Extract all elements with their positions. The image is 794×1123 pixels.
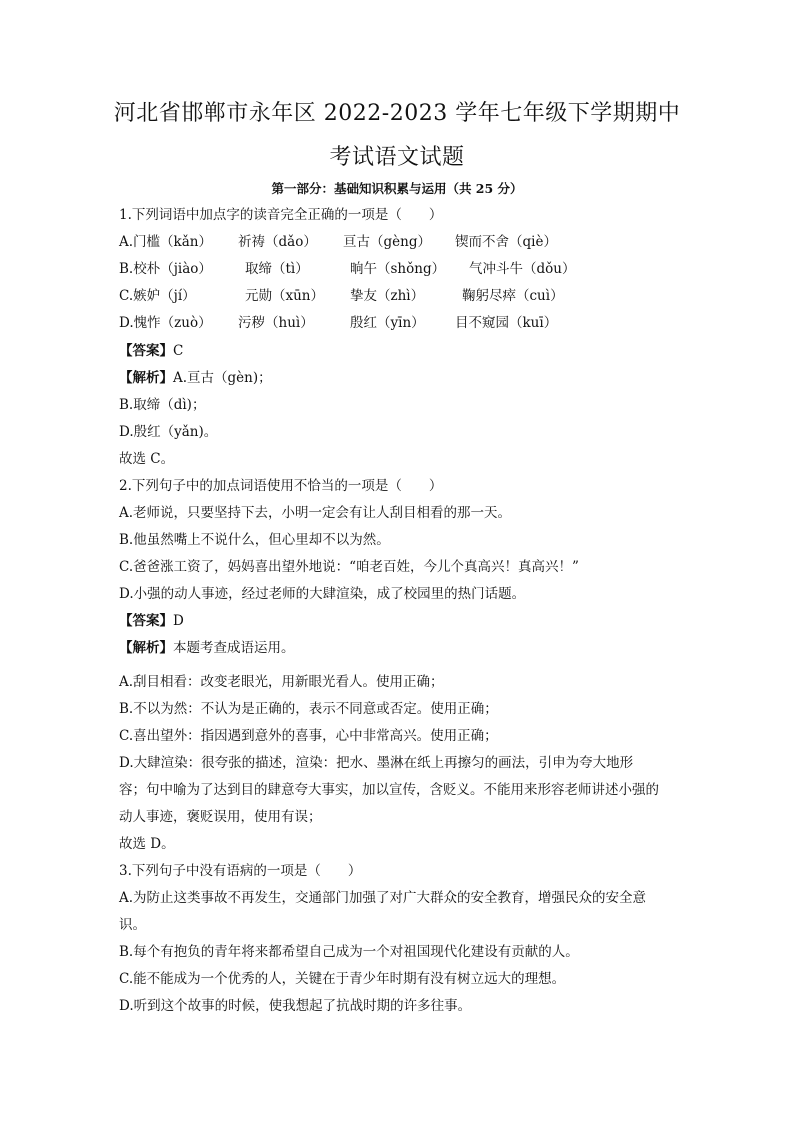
q2-analysis-line-1: 本题考查成语运用。 xyxy=(173,640,295,656)
q1-conclusion: 故选 C。 xyxy=(119,451,175,467)
q2-option-a: A.老师说，只要坚持下去，小明一定会有让人刮目相看的那一天。 xyxy=(119,505,512,521)
q1-option-b-word-1: B.校朴（jiào） xyxy=(119,261,212,277)
question-1-stem: 1.下列词语中加点字的读音完全正确的一项是（ ） xyxy=(119,207,443,223)
q1-option-c-word-2: 元勋（xūn） xyxy=(245,288,325,304)
q1-option-d-word-1: D.愧怍（zuò） xyxy=(119,315,212,331)
document-title-line-2: 考试语文试题 xyxy=(329,145,465,170)
q1-option-c-word-4: 鞠躬尽瘁（cuì） xyxy=(462,288,564,304)
q1-option-d-word-2: 污秽（huì） xyxy=(238,315,314,331)
q3-option-b: B.每个有抱负的青年将来都希望自己成为一个对祖国现代化建设有贡献的人。 xyxy=(119,944,579,960)
q1-answer-value: C xyxy=(173,343,184,359)
q2-option-d: D.小强的动人事迹，经过老师的大肆渲染，成了校园里的热门话题。 xyxy=(119,586,526,602)
q1-analysis-line-3: D.殷红（yǎn)。 xyxy=(119,424,218,440)
q1-option-d-word-3: 殷红（yīn） xyxy=(350,315,425,331)
q2-conclusion: 故选 D。 xyxy=(119,836,175,852)
analysis-tag: 【解析】 xyxy=(119,370,173,386)
q1-option-b-word-2: 取缔（tì） xyxy=(245,261,309,277)
q1-option-b-word-3: 晌午（shǒng） xyxy=(350,261,446,277)
document-title-line-1: 河北省邯郸市永年区 2022-2023 学年七年级下学期期中 xyxy=(113,101,681,126)
q1-option-c-word-3: 挚友（zhì） xyxy=(350,288,425,304)
q1-option-b-word-4: 气冲斗牛（dǒu） xyxy=(469,261,576,277)
question-2-stem: 2.下列句子中的加点词语使用不恰当的一项是（ ） xyxy=(119,478,443,494)
answer-tag: 【答案】 xyxy=(119,613,173,629)
q2-answer xyxy=(119,612,184,630)
q3-option-a-line-1: A.为防止这类事故不再发生，交通部门加强了对广大群众的安全教育，增强民众的安全意 xyxy=(119,890,647,906)
q3-option-d: D.听到这个故事的时候，使我想起了抗战时期的许多往事。 xyxy=(119,998,472,1014)
analysis-tag: 【解析】 xyxy=(119,640,173,656)
q2-analysis-d-line-2: 容；句中喻为了达到目的肆意夸大事实，加以宣传，含贬义。不能用来形容老师讲述小强的 xyxy=(119,782,659,798)
q1-option-a-word-1: A.门槛（kǎn） xyxy=(119,234,212,250)
q3-option-c: C.能不能成为一个优秀的人，关键在于青少年时期有没有树立远大的理想。 xyxy=(119,971,566,987)
q1-analysis xyxy=(119,369,272,387)
q2-analysis-d-line-1: D.大肆渲染：很夸张的描述，渲染：把水、墨淋在纸上再擦匀的画法，引申为夸大地形 xyxy=(119,755,634,771)
section-heading: 第一部分：基础知识积累与运用（共 25 分） xyxy=(271,181,523,196)
q3-option-a-line-2: 识。 xyxy=(119,917,146,933)
q2-option-c: C.爸爸涨工资了，妈妈喜出望外地说：“咱老百姓，今儿个真高兴！真高兴！” xyxy=(119,559,579,575)
q2-analysis-a: A.刮目相看：改变老眼光，用新眼光看人。使用正确； xyxy=(119,674,444,690)
q1-option-d-word-4: 目不窥园（kuī） xyxy=(455,315,558,331)
q1-option-c-word-1: C.嫉妒（jí） xyxy=(119,288,196,304)
question-3-stem: 3.下列句子中没有语病的一项是（ ） xyxy=(119,863,362,879)
q2-analysis xyxy=(119,639,295,657)
q2-option-b: B.他虽然嘴上不说什么，但心里却不以为然。 xyxy=(119,532,390,548)
q1-option-a-word-2: 祈祷（dǎo） xyxy=(238,234,317,250)
answer-tag: 【答案】 xyxy=(119,343,173,359)
q2-analysis-c: C.喜出望外：指因遇到意外的喜事，心中非常高兴。使用正确； xyxy=(119,728,498,744)
q2-analysis-d-line-3: 动人事迹，褒贬误用，使用有误； xyxy=(119,809,322,825)
q2-analysis-b: B.不以为然：不认为是正确的，表示不同意或否定。使用正确； xyxy=(119,701,498,717)
q1-analysis-line-1: A.亘古（gèn)； xyxy=(173,370,272,386)
q1-option-a-word-4: 锲而不舍（qiè） xyxy=(455,234,557,250)
q1-analysis-line-2: B.取缔（dì)； xyxy=(119,397,206,413)
q1-option-a-word-3: 亘古（gèng） xyxy=(343,234,431,250)
q1-answer xyxy=(119,342,183,360)
q2-answer-value: D xyxy=(173,613,184,629)
